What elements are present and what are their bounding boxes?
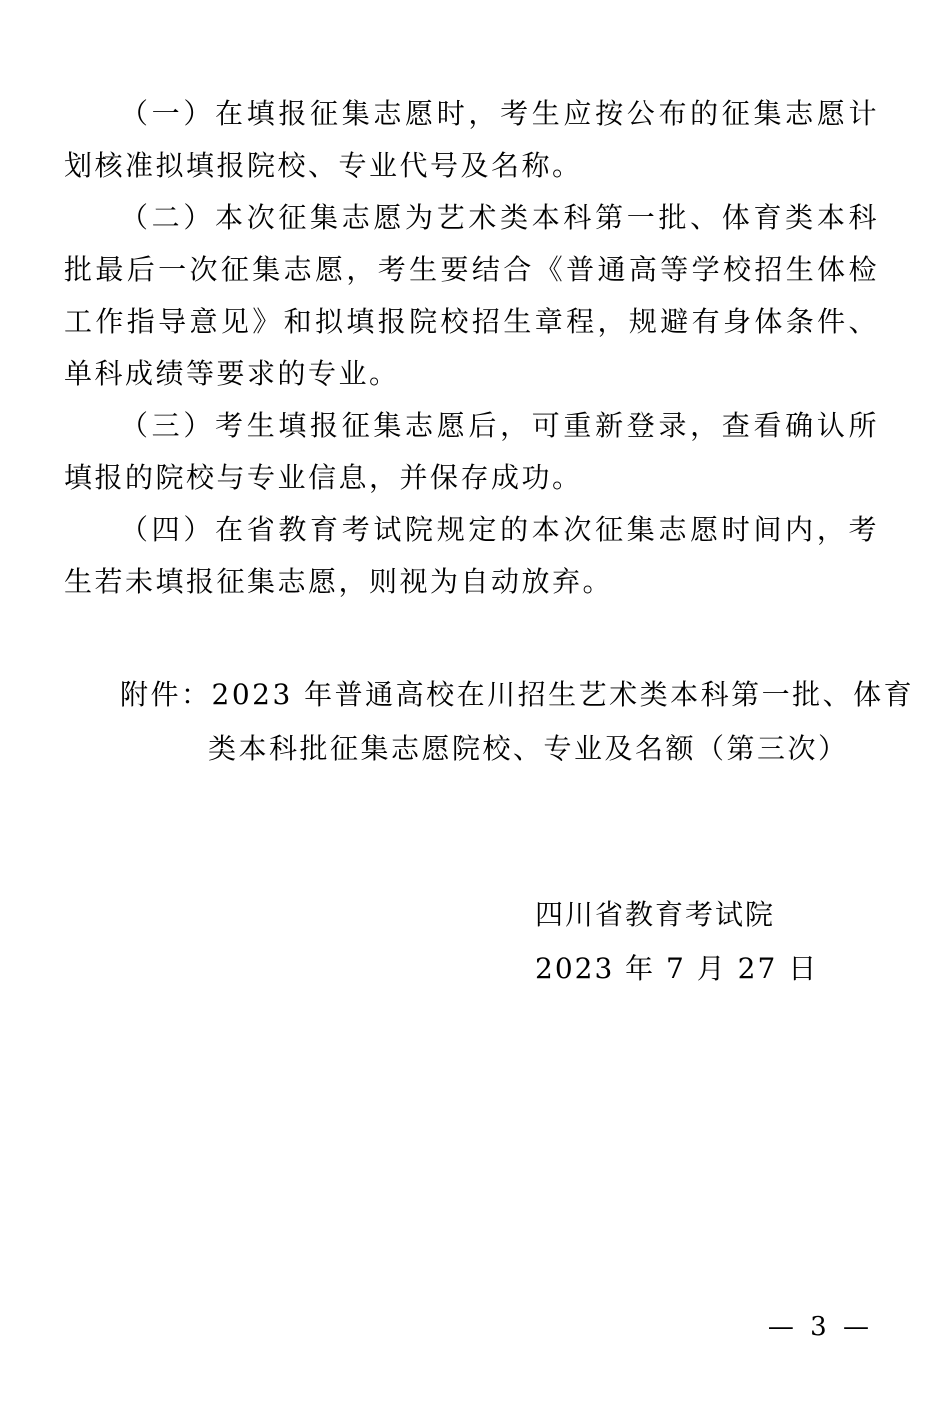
paragraph-1: （一）在填报征集志愿时，考生应按公布的征集志愿计划核准拟填报院校、专业代号及名称。 <box>64 97 879 182</box>
page-number: — 3 — <box>767 1312 873 1342</box>
paragraph-3: （三）考生填报征集志愿后，可重新登录，查看确认所填报的院校与专业信息，并保存成功。 <box>64 409 879 494</box>
attachment-line-1: 附件：2023 年普通高校在川招生艺术类本科第一批、体育 <box>120 678 915 711</box>
paragraph-2: （二）本次征集志愿为艺术类本科第一批、体育类本科批最后一次征集志愿，考生要结合《普通高等学校招生体检工作指导意见》和拟填报院校招生章程，规避有身体条件、单科成绩等要求的专业。 <box>64 201 879 390</box>
attachment-note <box>120 668 915 776</box>
signature-organization: 四川省教育考试院 <box>535 898 776 931</box>
attachment-line-2: 类本科批征集志愿院校、专业及名额（第三次） <box>208 732 849 765</box>
signature-date: 2023 年 7 月 27 日 <box>535 952 819 985</box>
body-text <box>64 88 879 608</box>
signature-block <box>535 888 818 996</box>
paragraph-4: （四）在省教育考试院规定的本次征集志愿时间内，考生若未填报征集志愿，则视为自动放弃。 <box>64 513 879 598</box>
